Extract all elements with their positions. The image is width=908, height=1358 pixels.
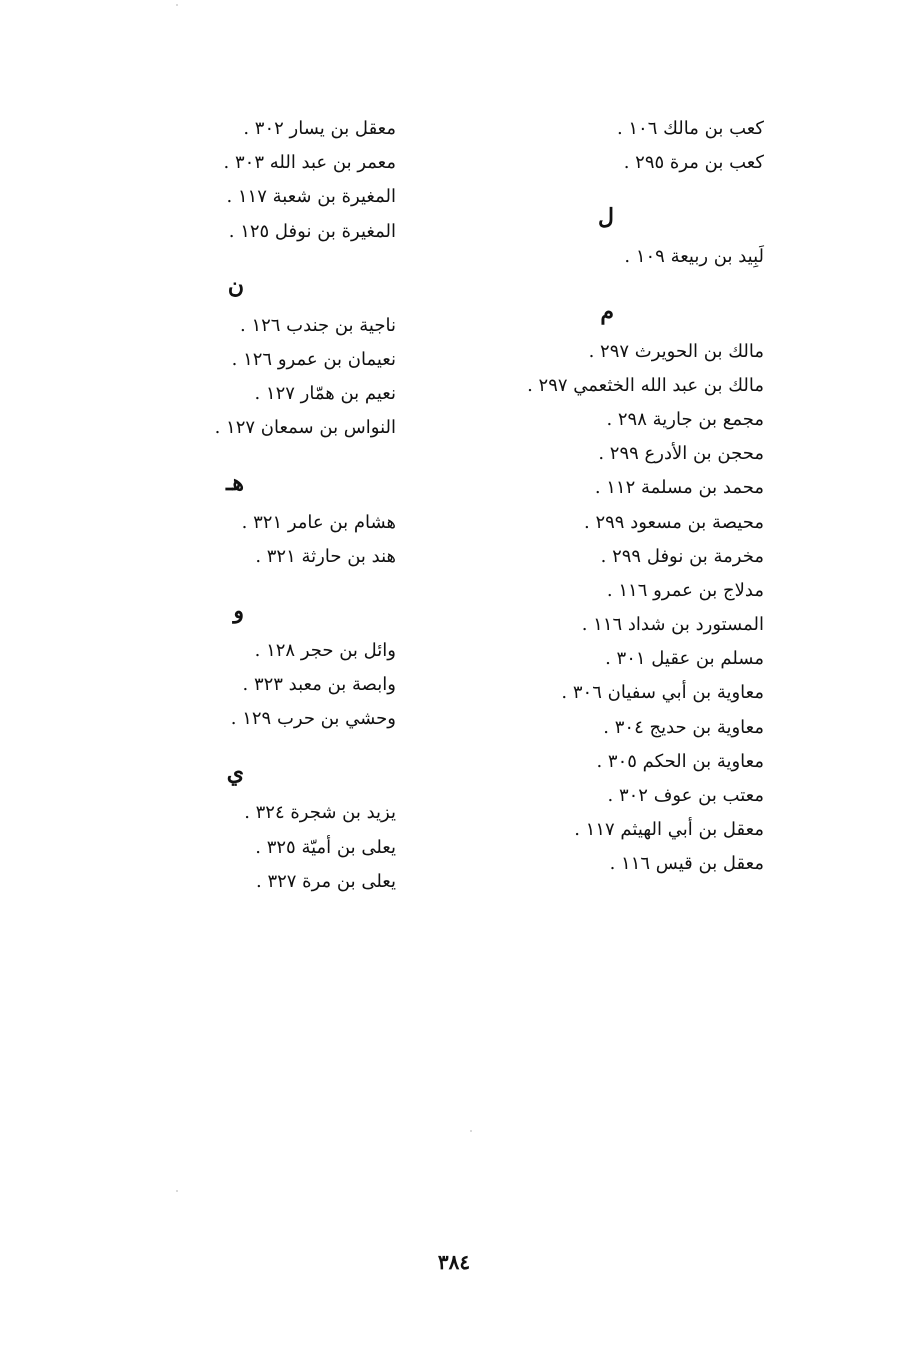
letter-group — [434, 200, 764, 274]
letter-group — [434, 112, 764, 180]
index-entry: وائل بن حجر ١٢٨ . — [254, 639, 396, 661]
index-entry: محجن بن الأدرع ٢٩٩ . — [598, 443, 764, 465]
index-entry: معمر بن عبد الله ٣٠٣ . — [223, 152, 396, 174]
letter-group — [136, 756, 396, 899]
section-letter: ي — [226, 760, 244, 787]
index-entry: النواس بن سمعان ١٢٧ . — [214, 417, 396, 439]
index-entry: محيصة بن مسعود ٢٩٩ . — [584, 511, 764, 533]
index-entry: يزيد بن شجرة ٣٢٤ . — [244, 802, 396, 824]
index-entry: معقل بن يسار ٣٠٢ . — [243, 118, 396, 139]
index-entry: المغيرة بن نوفل ١٢٥ . — [228, 220, 396, 242]
index-entry: نعيم بن همّار ١٢٧ . — [254, 383, 396, 405]
index-entry: كعب بن مرة ٢٩٥ . — [623, 152, 764, 174]
index-column-right — [434, 112, 764, 882]
letter-group — [136, 466, 396, 574]
section-letter: ن — [227, 272, 244, 299]
index-entry: مخرمة بن نوفل ٢٩٩ . — [600, 545, 764, 567]
index-entry: معاوية بن أبي سفيان ٣٠٦ . — [561, 682, 764, 704]
index-entry: هند بن حارثة ٣٢١ . — [255, 545, 396, 567]
letter-group — [136, 594, 396, 737]
index-entry: هشام بن عامر ٣٢١ . — [241, 511, 396, 533]
index-entry: المغيرة بن شعبة ١١٧ . — [226, 186, 396, 208]
letter-group — [136, 112, 396, 249]
index-entry: ناجية بن جندب ١٢٦ . — [239, 314, 396, 336]
index-entry: محمد بن مسلمة ١١٢ . — [594, 477, 764, 499]
section-letter: و — [233, 597, 244, 624]
section-letter: م — [600, 298, 614, 325]
letter-group — [136, 269, 396, 446]
index-column-left — [136, 112, 396, 899]
section-letter: ل — [598, 204, 614, 231]
index-entry: مسلم بن عقيل ٣٠١ . — [605, 648, 764, 670]
page-number: ٣٨٤ — [437, 1250, 471, 1274]
section-letter: هـ — [225, 469, 244, 496]
index-entry: معقل بن قيس ١١٦ . — [609, 853, 764, 875]
index-entry: لَبِيد بن ربيعة ١٠٩ . — [624, 246, 764, 268]
index-entry: نعيمان بن عمرو ١٢٦ . — [231, 348, 396, 370]
index-entry: مدلاج بن عمرو ١١٦ . — [606, 579, 764, 601]
index-entry: مالك بن الحويرث ٢٩٧ . — [588, 340, 764, 362]
index-entry: معتب بن عوف ٣٠٢ . — [607, 785, 764, 806]
index-entry: كعب بن مالك ١٠٦ . — [616, 118, 764, 139]
index-entry: معاوية بن حديج ٣٠٤ . — [603, 716, 764, 738]
scan-speck — [470, 1130, 472, 1132]
index-entry: مجمع بن جارية ٢٩٨ . — [606, 408, 764, 430]
index-entry: معاوية بن الحكم ٣٠٥ . — [596, 750, 764, 772]
index-entry: يعلى بن مرة ٣٢٧ . — [255, 870, 396, 892]
index-entry: وابصة بن معبد ٣٢٣ . — [242, 674, 396, 696]
index-entry: وحشي بن حرب ١٢٩ . — [230, 708, 396, 730]
letter-group — [434, 295, 764, 882]
index-entry: مالك بن عبد الله الخثعمي ٢٩٧ . — [527, 374, 764, 396]
scan-speck — [176, 4, 178, 6]
index-entry: يعلى بن أميّة ٣٢٥ . — [255, 836, 396, 858]
scan-speck — [176, 1190, 178, 1192]
index-entry: المستورد بن شداد ١١٦ . — [581, 614, 764, 636]
index-entry: معقل بن أبي الهيثم ١١٧ . — [574, 819, 764, 841]
